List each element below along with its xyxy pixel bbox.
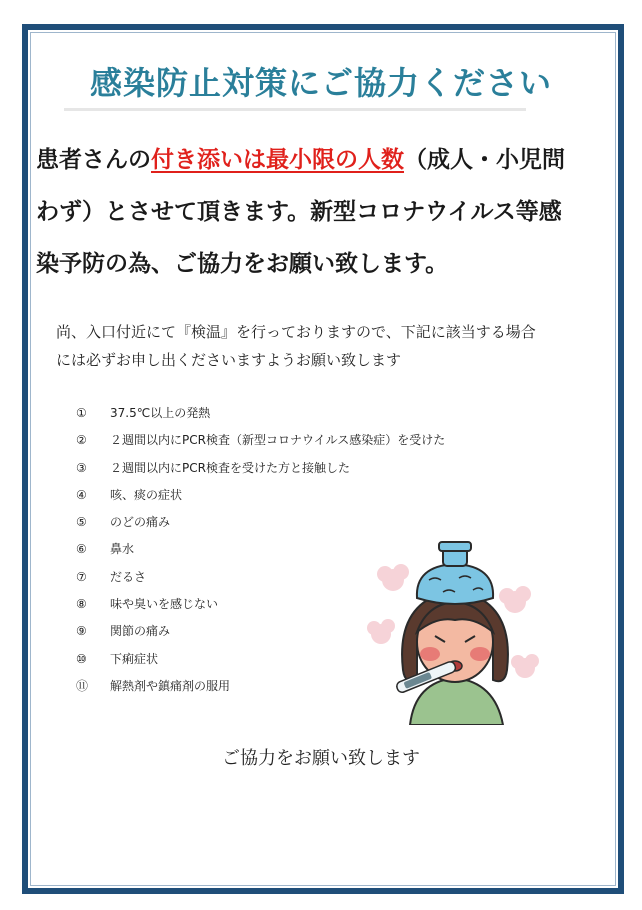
item-text: 解熱剤や鎮痛剤の服用 bbox=[110, 678, 231, 693]
item-text: 37.5℃以上の発熱 bbox=[110, 406, 211, 420]
item-text: 鼻水 bbox=[110, 542, 135, 557]
page-title: 感染防止対策にご協力ください bbox=[89, 64, 552, 102]
main-text-2: （成人・小児問わず）とさせて頂きます。新型コロナウイルス等感染予防の為、ご協力をお願い致します。 bbox=[36, 147, 565, 277]
sick-person-illustration bbox=[355, 520, 550, 725]
item-text: 味や臭いを感じない bbox=[110, 597, 219, 612]
list-item bbox=[76, 455, 445, 482]
main-text-1: 患者さんの bbox=[36, 147, 151, 173]
ice-bag-icon bbox=[417, 542, 493, 604]
closing-message: ご協力をお願い致します bbox=[222, 748, 420, 769]
list-item bbox=[76, 482, 445, 509]
item-number: ⑪ bbox=[76, 678, 89, 693]
item-text: ２週間以内にPCR検査（新型コロナウイルス感染症）を受けた bbox=[110, 433, 446, 448]
item-number: ④ bbox=[76, 487, 87, 502]
item-number: ② bbox=[76, 433, 87, 448]
list-item bbox=[76, 427, 445, 454]
title-divider bbox=[64, 108, 526, 111]
item-number: ⑩ bbox=[76, 651, 87, 666]
item-text: だるさ bbox=[110, 569, 147, 584]
item-number: ⑥ bbox=[76, 542, 87, 557]
item-text: 咳、痰の症状 bbox=[110, 487, 183, 502]
item-number: ⑨ bbox=[76, 624, 87, 639]
temperature-check-note: 尚、入口付近にて『検温』を行っておりますので、下記に該当する場合には必ずお申し出くださいますようお願い致します bbox=[56, 323, 536, 369]
item-text: 下痢症状 bbox=[110, 651, 159, 666]
item-text: ２週間以内にPCR検査を受けた方と接触した bbox=[110, 460, 350, 475]
main-message bbox=[36, 134, 566, 290]
item-number: ③ bbox=[76, 460, 87, 475]
item-number: ⑧ bbox=[76, 597, 87, 612]
item-text: 関節の痛み bbox=[110, 624, 171, 639]
item-number: ① bbox=[76, 406, 87, 420]
list-item bbox=[76, 400, 445, 427]
item-number: ⑦ bbox=[76, 569, 87, 584]
main-highlight: 付き添いは最小限の人数 bbox=[151, 147, 404, 173]
item-text: のどの痛み bbox=[110, 515, 171, 530]
item-number: ⑤ bbox=[76, 515, 87, 530]
